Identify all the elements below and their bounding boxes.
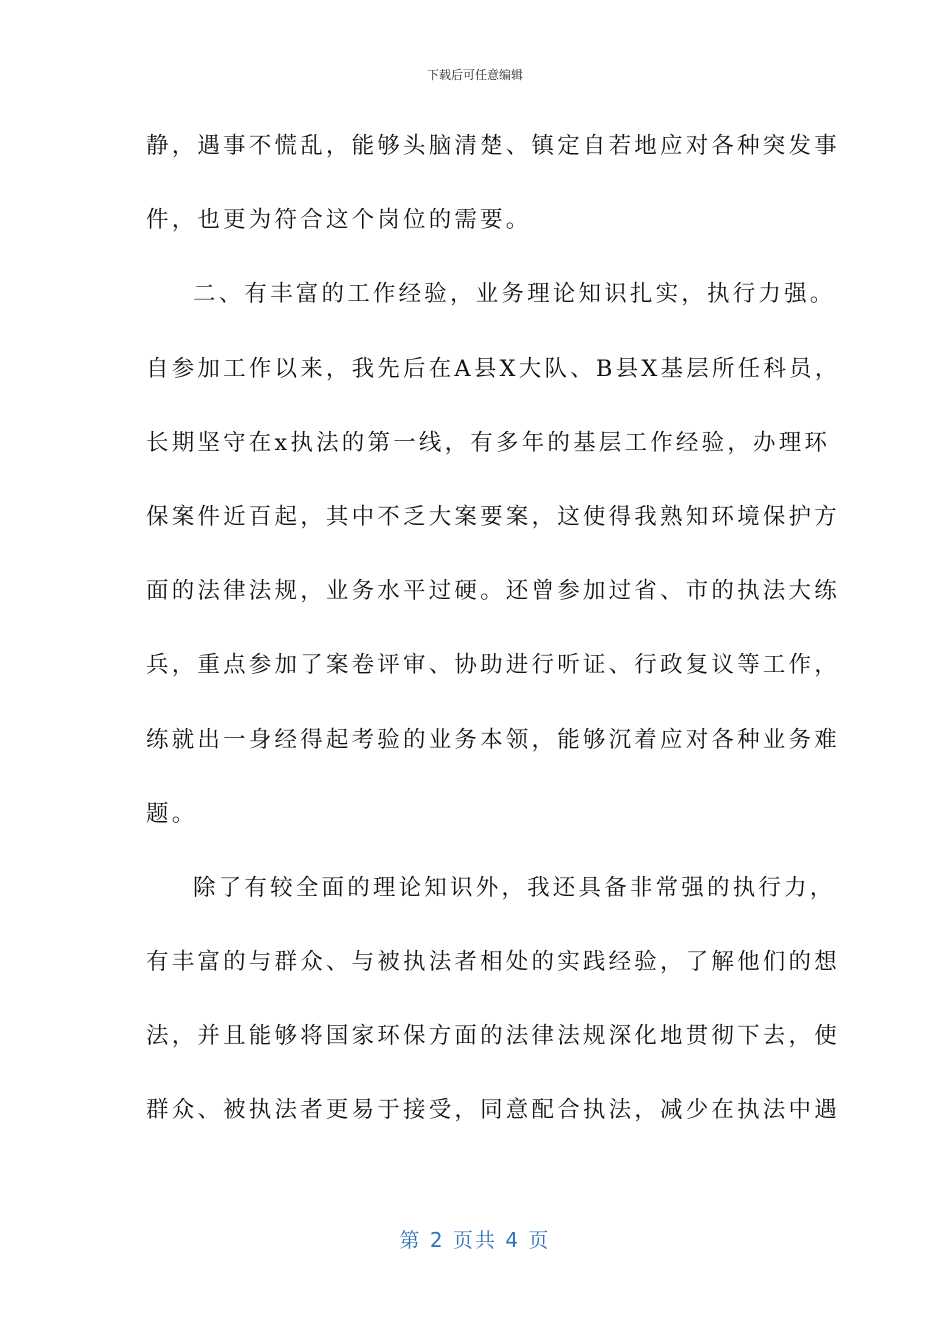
text-line: 面的法律法规，业务水平过硬。还曾参加过省、市的执法大练 (146, 578, 840, 605)
text-line: 练就出一身经得起考验的业务本领，能够沉着应对各种业务难 (146, 726, 840, 753)
text-line: 静，遇事不慌乱，能够头脑清楚、镇定自若地应对各种突发事 (146, 133, 840, 159)
text-line-heading: 二、有丰富的工作经验，业务理论知识扎实，执行力强。 (193, 281, 836, 308)
text-line: 群众、被执法者更易于接受，同意配合执法，减少在执法中遇 (146, 1097, 840, 1124)
text-line: 法，并且能够将国家环保方面的法律法规深化地贯彻下去，使 (146, 1023, 840, 1050)
page-footer: 第 2 页共 4 页 (399, 1228, 551, 1252)
document-body (146, 126, 841, 1165)
text-line: 自参加工作以来，我先后在A县X大队、B县X基层所任科员， (146, 355, 841, 382)
text-line: 题。 (146, 800, 198, 827)
text-line: 保案件近百起，其中不乏大案要案，这使得我熟知环境保护方 (146, 503, 840, 530)
text-line-paragraph-start: 除了有较全面的理论知识外，我还具备非常强的执行力， (193, 874, 836, 901)
text-line: 兵，重点参加了案卷评审、协助进行听证、行政复议等工作， (146, 652, 840, 679)
page-header: 下载后可任意编辑 (426, 68, 523, 82)
text-line: 有丰富的与群众、与被执法者相处的实践经验，了解他们的想 (146, 949, 840, 976)
text-line: 件，也更为符合这个岗位的需要。 (146, 207, 532, 234)
text-line: 长期坚守在x执法的第一线，有多年的基层工作经验，办理环 (146, 429, 831, 456)
